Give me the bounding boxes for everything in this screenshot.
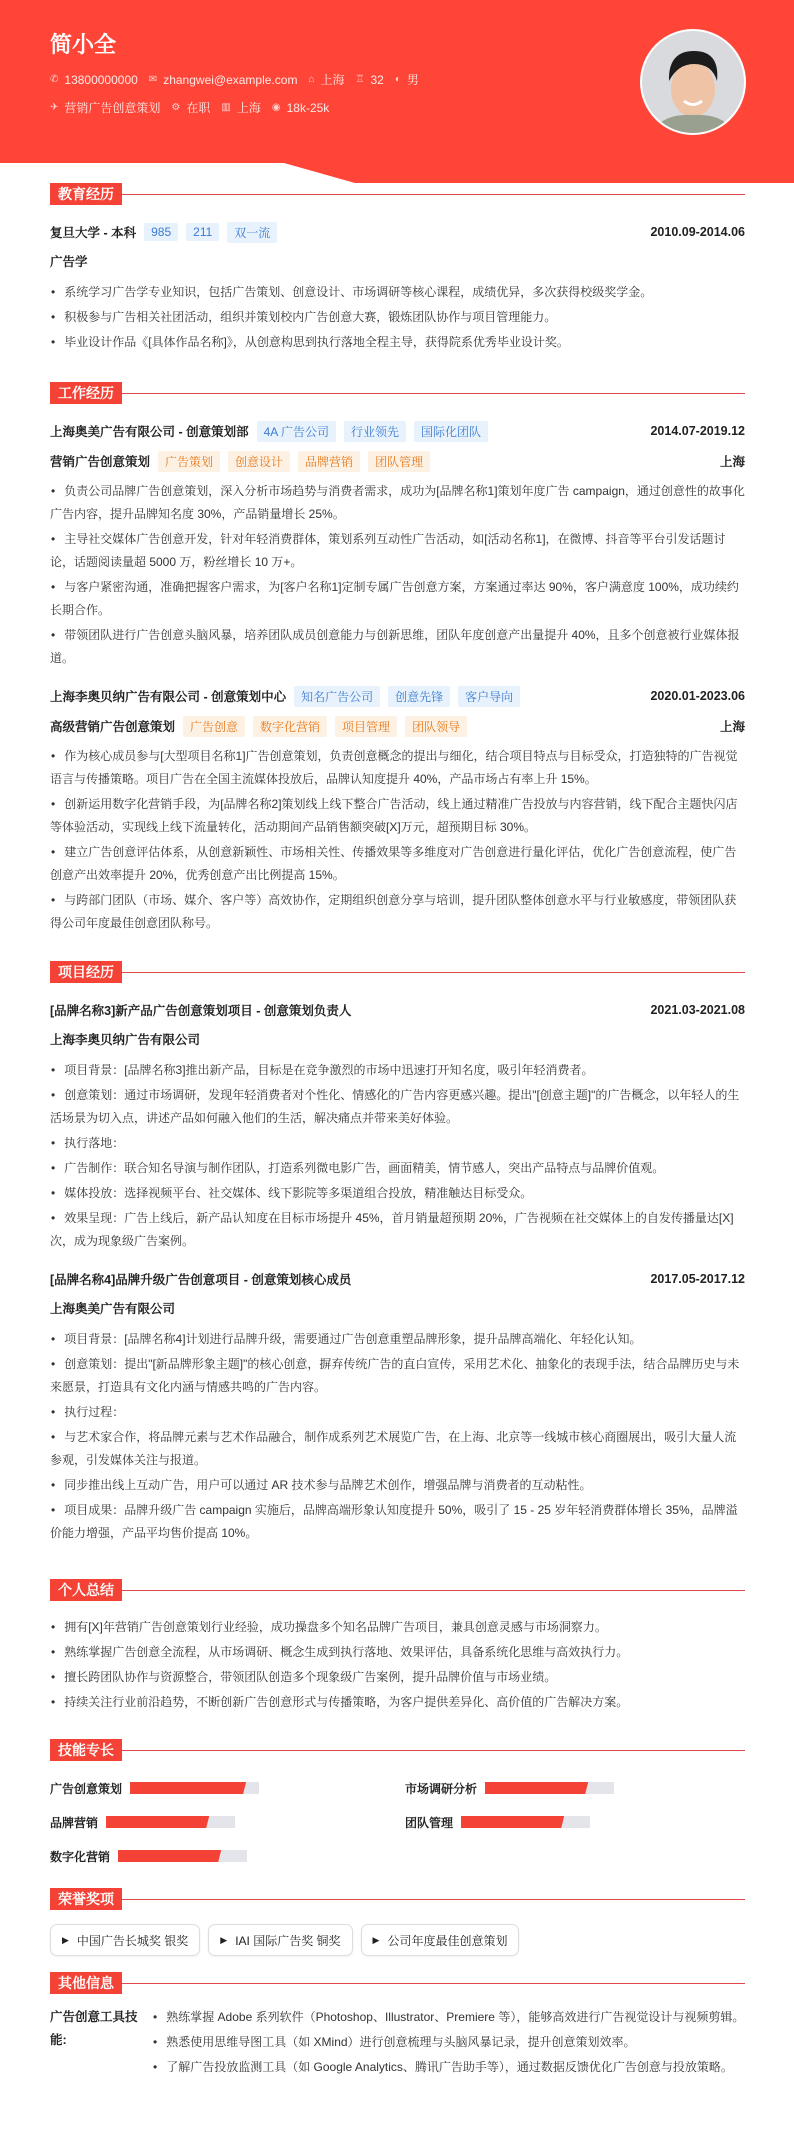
education-header <box>50 217 745 247</box>
honors-list <box>50 1924 745 1956</box>
skill-item <box>50 1847 405 1865</box>
list-item <box>50 576 745 622</box>
work-header <box>50 416 745 446</box>
divider <box>122 1750 745 1751</box>
list-item <box>50 1207 745 1253</box>
triangle-icon: ▶ <box>62 1934 69 1945</box>
bullet-text: 主导社交媒体广告创意开发，针对年轻消费群体，策划系列互动性广告活动，如[活动名称1]，在微博、抖音等平台引发话题讨论，话题阅读量超 5000 万，粉丝增长 10 万+。 <box>50 532 726 569</box>
bullet-list <box>50 480 745 670</box>
salary-icon: ◉ <box>271 102 281 113</box>
company-tag: 创意先锋 <box>388 686 450 707</box>
company-tag: 4A 广告公司 <box>257 421 336 442</box>
skill-bar <box>485 1782 614 1794</box>
company-tag: 国际化团队 <box>414 421 488 442</box>
work-city: 上海 <box>236 101 261 115</box>
project-header <box>50 995 745 1025</box>
bullet-dot: • <box>51 1136 56 1150</box>
skill-item <box>405 1813 745 1831</box>
list-item: • 熟悉使用思维导图工具（如 XMind）进行创意梳理与头脑风暴记录，提升创意策划效率。 <box>153 2035 636 2049</box>
list-item <box>50 1401 745 1424</box>
list-item: • 了解广告投放监测工具（如 Google Analytics、腾讯广告助手等），通过数据反馈优化广告创意与投放策略。 <box>153 2060 733 2074</box>
bullet-text: 创意策划：通过市场调研，发现年轻消费者对个性化、情感化的广告内容更感兴趣。提出"[创意主题]"的广告概念，以年轻人的生活场景为切入点，讲述产品如何融入他们的生活，解决痛点并带来美好体验。 <box>50 1088 740 1125</box>
section-title: 项目经历 <box>50 961 122 983</box>
section-summary <box>50 1579 745 1601</box>
divider <box>122 1899 745 1900</box>
bullet-text: 执行过程： <box>64 1405 125 1419</box>
bullet-dot: • <box>51 1332 56 1346</box>
school: 复旦大学 - 本科 <box>50 226 137 240</box>
list-item <box>50 480 745 526</box>
major: 广告学 <box>50 255 88 269</box>
section-education <box>50 183 745 205</box>
skill-bar <box>118 1850 247 1862</box>
bullet-text: 效果呈现：广告上线后，新产品认知度在目标市场提升 45%，首月销量超预期 20%，广告视频在社交媒体上的自发传播量达[X]次，成为现象级广告案例。 <box>50 1211 734 1248</box>
list-item: • 系统学习广告学专业知识，包括广告策划、创意设计、市场调研等核心课程，成绩优异，多次获得校级奖学金。 <box>51 285 653 299</box>
section-other <box>50 1972 745 1994</box>
role-tag: 项目管理 <box>335 716 397 737</box>
bullet-dot: • <box>51 1161 56 1175</box>
role-line <box>50 716 467 737</box>
list-item: • 持续关注行业前沿趋势，不断创新广告创意形式与传播策略，为客户提供差异化、高价值的广告解决方案。 <box>51 1695 629 1709</box>
skill-item <box>405 1779 745 1797</box>
list-item: • 熟练掌握 Adobe 系列软件（Photoshop、Illustrator、Premiere 等），能够高效进行广告视觉设计与视频剪辑。 <box>153 2010 745 2024</box>
bullet-text: 项目背景：[品牌名称4]计划进行品牌升级，需要通过广告创意重塑品牌形象，提升品牌高端化、年轻化认知。 <box>64 1332 642 1346</box>
role: 高级营销广告创意策划 <box>50 720 176 734</box>
school-tag: 211 <box>186 223 219 241</box>
bullet-dot: • <box>51 1503 56 1517</box>
list-item <box>50 1132 745 1155</box>
bullet-text: 执行落地： <box>64 1136 125 1150</box>
company-tag: 行业领先 <box>344 421 406 442</box>
section-title: 教育经历 <box>50 183 122 205</box>
skill-bar-fill <box>106 1816 209 1828</box>
triangle-icon: ▶ <box>220 1934 228 1945</box>
bullet-text: 与跨部门团队（市场、媒介、客户等）高效协作，定期组织创意分享与培训，提升团队整体创意水平与行业敏感度，带领团队获得公司年度最佳创意团队称号。 <box>50 893 737 930</box>
bullet-text: 广告制作：联合知名导演与制作团队，打造系列微电影广告，画面精美，情节感人，突出产品特点与品牌价值观。 <box>64 1161 665 1175</box>
work-date: 2014.07-2019.12 <box>650 424 745 438</box>
role-tag: 品牌营销 <box>298 451 360 472</box>
project-date: 2021.03-2021.08 <box>650 1003 745 1017</box>
tool-skills <box>50 2006 745 2081</box>
bullet-text: 与客户紧密沟通，准确把握客户需求，为[客户名称1]定制专属广告创意方案，方案通过率达 90%，客户满意度 100%，成功续约长期合作。 <box>50 580 739 617</box>
bullet-text: 同步推出线上互动广告，用户可以通过 AR 技术参与品牌艺术创作，增强品牌与消费者的互动粘性。 <box>64 1478 592 1492</box>
bullet-dot: • <box>51 797 56 811</box>
section-honors <box>50 1888 745 1910</box>
phone: 13800000000 <box>64 72 138 87</box>
role: 营销广告创意策划 <box>50 455 151 469</box>
list-item <box>50 841 745 887</box>
bullet-dot: • <box>51 1186 56 1200</box>
project-title: [品牌名称4]品牌升级广告创意项目 - 创意策划核心成员 <box>50 1273 352 1287</box>
work-date: 2020.01-2023.06 <box>650 689 745 703</box>
divider <box>122 972 745 973</box>
company-line <box>50 686 520 707</box>
bullet-text: 与艺术家合作，将品牌元素与艺术作品融合，制作成系列艺术展览广告，在上海、北京等一线城市核心商圈展出，吸引大量人流参观，引发媒体关注与报道。 <box>50 1430 737 1467</box>
bullet-dot: • <box>51 893 56 907</box>
section-title: 工作经历 <box>50 382 122 404</box>
bullet-dot: • <box>51 1430 56 1444</box>
work-header <box>50 681 745 711</box>
skill-item <box>50 1813 405 1831</box>
skill-bar <box>106 1816 235 1828</box>
bullet-dot: • <box>51 749 56 763</box>
list-item <box>50 1499 745 1545</box>
summary-bullets <box>50 1616 745 1714</box>
skill-item <box>50 1779 405 1797</box>
skill-bar <box>461 1816 590 1828</box>
bullet-dot: • <box>51 1357 56 1371</box>
role-tag: 团队管理 <box>368 451 430 472</box>
bullet-text: 负责公司品牌广告创意策划，深入分析市场趋势与消费者需求，成功为[品牌名称1]策划年度广告 campaign，通过创意性的故事化广告内容，提升品牌知名度 30%，产品销量增长 25%。 <box>50 484 745 521</box>
bullet-dot: • <box>51 1063 56 1077</box>
section-title: 个人总结 <box>50 1579 122 1601</box>
bullet-dot: • <box>51 628 56 642</box>
honor-chip: ▶ 中国广告长城奖 银奖 <box>50 1924 200 1956</box>
skill-bar-fill <box>130 1782 246 1794</box>
company: 上海奥美广告有限公司 - 创意策划部 <box>50 425 249 439</box>
list-item <box>50 1059 745 1082</box>
bullet-text: 带领团队进行广告创意头脑风暴，培养团队成员创意能力与创新思维，团队年度创意产出量提升 40%，且多个创意被行业媒体报道。 <box>50 628 740 665</box>
status: 在职 <box>186 101 211 115</box>
list-item: • 毕业设计作品《[具体作品名称]》，从创意构思到执行落地全程主导，获得院系优秀毕业设计奖。 <box>51 335 569 349</box>
list-item <box>50 889 745 935</box>
bullet-text: 媒体投放：选择视频平台、社交媒体、线下影院等多渠道组合投放，精准触达目标受众。 <box>64 1186 533 1200</box>
salary: 18k-25k <box>286 100 330 115</box>
company-tag: 客户导向 <box>458 686 520 707</box>
bullet-text: 创意策划：提出"[新品牌形象主题]"的核心创意，摒弃传统广告的直白宣传，采用艺术化、抽象化的表现手法，结合品牌历史与未来愿景，打造具有文化内涵与情感共鸣的广告内容。 <box>50 1357 740 1394</box>
triangle-icon: ▶ <box>372 1934 380 1945</box>
bullet-list <box>50 1328 745 1545</box>
project-header <box>50 1264 745 1294</box>
contact-row <box>50 71 430 88</box>
bullet-dot: • <box>51 1211 56 1225</box>
list-item <box>50 793 745 839</box>
company: 上海李奥贝纳广告有限公司 - 创意策划中心 <box>50 690 287 704</box>
list-item: • 拥有[X]年营销广告创意策划行业经验，成功操盘多个知名品牌广告项目，兼具创意灵感与市场洞察力。 <box>51 1620 607 1634</box>
list-item <box>50 1157 745 1180</box>
list-item <box>50 745 745 791</box>
school-tag: 双一流 <box>227 222 277 243</box>
send-icon: ✈ <box>50 102 59 113</box>
skill-name: 品牌营销 <box>50 1815 99 1830</box>
skills-grid <box>50 1779 745 1865</box>
resume-body <box>50 183 745 2081</box>
bullet-text: 创新运用数字化营销手段，为[品牌名称2]策划线上线下整合广告活动，线上通过精准广告投放与内容营销，线下配合主题快闪店等体验活动，实现线上线下流量转化，活动期间产品销售额突破[X]万元，超预期目标 30%。 <box>50 797 738 834</box>
skill-name: 广告创意策划 <box>50 1781 123 1796</box>
work-city: 上海 <box>719 455 745 469</box>
skill-bar-fill <box>118 1850 221 1862</box>
list-item <box>50 1474 745 1497</box>
mail-icon: ✉ <box>148 74 158 85</box>
role-row <box>50 446 745 476</box>
role-line <box>50 451 430 472</box>
project-title-line <box>50 1270 351 1288</box>
bullet-list <box>50 1059 745 1253</box>
bullet-dot: • <box>51 845 56 859</box>
bullet-text: 作为核心成员参与[大型项目名称1]广告创意策划，负责创意概念的提出与细化，结合项目特点与目标受众，打造独特的广告视觉语言与传播策略。项目广告在全国主流媒体投放后，品牌认知度提升 40%，产品市场占有率上升 15%。 <box>50 749 738 786</box>
skill-bar <box>130 1782 259 1794</box>
list-item <box>50 1353 745 1399</box>
cake-icon: ♖ <box>355 74 365 85</box>
bullet-text: 项目背景：[品牌名称3]推出新产品，目标是在竞争激烈的市场中迅速打开知名度，吸引年轻消费者。 <box>64 1063 594 1077</box>
gender: 男 <box>406 73 419 87</box>
role-tag: 团队领导 <box>405 716 467 737</box>
skill-bar-fill <box>461 1816 564 1828</box>
project-title-line <box>50 1001 351 1019</box>
bullet-dot: • <box>51 1088 56 1102</box>
home-icon: ⌂ <box>308 74 315 85</box>
company-tag: 知名广告公司 <box>294 686 380 707</box>
work-city: 上海 <box>719 720 745 734</box>
bullet-text: 项目成果：品牌升级广告 campaign 实施后，品牌高端形象认知度提升 50%，吸引了 15 - 25 岁年轻消费群体增长 35%，品牌溢价能力增强，产品平均售价提高 10%。 <box>50 1503 738 1540</box>
project-date: 2017.05-2017.12 <box>650 1272 745 1286</box>
list-item <box>50 1426 745 1472</box>
building-icon: ▥ <box>221 102 231 113</box>
project-title: [品牌名称3]新产品广告创意策划项目 - 创意策划负责人 <box>50 1004 352 1018</box>
list-item <box>50 624 745 670</box>
bullet-dot: • <box>51 532 56 546</box>
skill-name: 团队管理 <box>405 1815 454 1830</box>
section-title: 技能专长 <box>50 1739 122 1761</box>
role-tag: 广告创意 <box>183 716 245 737</box>
section-work <box>50 382 745 404</box>
role-row <box>50 711 745 741</box>
divider <box>122 1590 745 1591</box>
bullet-dot: • <box>51 580 56 594</box>
gear-icon: ⚙ <box>171 102 181 113</box>
role-tag: 创意设计 <box>228 451 290 472</box>
job-intent-row <box>50 99 340 116</box>
bullet-dot: • <box>51 1405 56 1419</box>
divider <box>122 194 745 195</box>
bullet-list <box>50 745 745 935</box>
school-tag: 985 <box>144 223 178 241</box>
company-line <box>50 421 488 442</box>
phone-icon: ✆ <box>50 74 59 85</box>
position: 营销广告创意策划 <box>64 101 161 115</box>
age: 32 <box>370 72 384 87</box>
section-title: 荣誉奖项 <box>50 1888 122 1910</box>
education-date: 2010.09-2014.06 <box>650 225 745 239</box>
role-tag: 广告策划 <box>158 451 220 472</box>
tool-skills-list <box>152 2006 744 2081</box>
tool-skills-label: 广告创意工具技能: <box>50 2010 138 2047</box>
avatar <box>640 29 746 135</box>
bullet-dot: • <box>51 1478 56 1492</box>
divider <box>122 393 745 394</box>
list-item: • 擅长跨团队协作与资源整合，带领团队创造多个现象级广告案例，提升品牌价值与市场业绩。 <box>51 1670 557 1684</box>
honor-chip: ▶ 公司年度最佳创意策划 <box>361 1924 520 1956</box>
list-item: • 熟练掌握广告创意全流程，从市场调研、概念生成到执行落地、效果评估，具备系统化思维与高效执行力。 <box>51 1645 629 1659</box>
skill-name: 数字化营销 <box>50 1849 111 1864</box>
skill-bar-fill <box>485 1782 588 1794</box>
bullet-text: 建立广告创意评估体系，从创意新颖性、市场相关性、传播效果等多维度对广告创意进行量化评估，优化广告创意流程，使广告创意产出效率提升 20%，优秀创意产出比例提高 15%。 <box>50 845 737 882</box>
gender-icon: ◐ <box>394 74 401 85</box>
list-item <box>50 528 745 574</box>
project-company: 上海奥美广告有限公司 <box>50 1302 176 1316</box>
divider <box>122 1983 745 1984</box>
section-skills <box>50 1739 745 1761</box>
list-item <box>50 1084 745 1130</box>
list-item <box>50 1328 745 1351</box>
skill-name: 市场调研分析 <box>405 1781 478 1796</box>
list-item: • 积极参与广告相关社团活动，组织并策划校内广告创意大赛，锻炼团队协作与项目管理能力。 <box>51 310 557 324</box>
section-title: 其他信息 <box>50 1972 122 1994</box>
bullet-dot: • <box>51 484 56 498</box>
email: zhangwei@example.com <box>163 72 298 87</box>
city: 上海 <box>320 73 345 87</box>
list-item <box>50 1182 745 1205</box>
role-tag: 数字化营销 <box>253 716 327 737</box>
candidate-name: 简小全 <box>50 32 117 57</box>
honor-chip: ▶ IAI 国际广告奖 铜奖 <box>208 1924 352 1956</box>
education-bullets <box>50 281 745 354</box>
section-projects <box>50 961 745 983</box>
project-company: 上海李奥贝纳广告有限公司 <box>50 1033 201 1047</box>
